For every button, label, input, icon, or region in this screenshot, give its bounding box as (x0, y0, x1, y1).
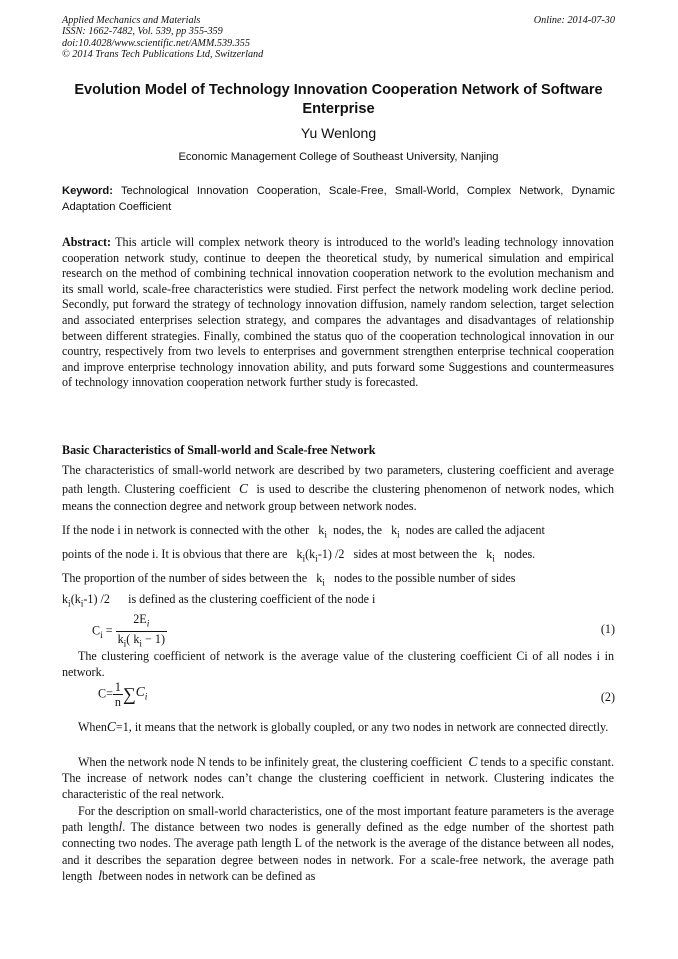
paper-title: Evolution Model of Technology Innovation Cooperation Network of Software Enterprise (74, 82, 603, 117)
equation-2-number: (2) (600, 690, 615, 704)
affiliation: Economic Management College of Southeast University, Nanjing (178, 151, 499, 163)
online-date: Online: 2014-07-30 (533, 15, 615, 26)
abstract-label: Abstract: (62, 235, 112, 249)
equation-2: C= $\frac{1}{n}$ $\sum C_i$ (98, 680, 148, 709)
eq2-fraction: $\frac{1}{n}$ (114, 680, 121, 709)
abstract-text: This article will complex network theory is introduced to the world's leading technology innovation cooperation network study, continue to deepen the theoretical study, by numerical simulation and empirical research on the method of combining technical innovation cooperation network to the evolution mechanism and its small world, scale-free characteristics were studied. First perfect the network modeling work decline period. Secondly, put forward the strategy of technology innovation diffusion, namely random selection, target selection and associated enterprises selection strategy, and compares the advantages and disadvantages of relationship between different strategies. Finally, combined the status quo of the cooperation technological innovation in our country, respectively from two levels to enterprises and government strengthen enterprise technical cooperation and improve enterprise technology innovation ability, and puts forward some Suggestions and countermeasures of technology innovation cooperation network further study is forecasted. (62, 235, 614, 390)
keywords (62, 184, 615, 215)
section-heading: Basic Characteristics of Small-world and Scale-free Network (62, 443, 376, 457)
line-max-sides: points of the node i. It is obvious that there are $k_i(k_i-1)$ /2 sides at most between the $k_i$ nodes. (62, 547, 536, 565)
copyright: © 2014 Trans Tech Publications Ltd, Switzerland (62, 48, 264, 60)
math-C: C (239, 480, 249, 496)
line-proportion: The proportion of the number of sides between the $k_i$ nodes to the possible number of sides (62, 571, 516, 589)
paragraph-3: WhenC=1, it means that the network is globally coupled, or any two nodes in network are connected directly. (78, 719, 609, 734)
line-definition: $k_i(k_i-1)$ /2 is defined as the clustering coefficient of the node i (62, 592, 376, 610)
author: Yu Wenlong (300, 125, 377, 141)
abstract (62, 235, 614, 391)
math-ki-expr: $k_i(k_i-1)$ /2 (296, 547, 345, 565)
journal-name: Applied Mechanics and Materials (62, 15, 201, 26)
equation-1-number: (1) (600, 622, 615, 636)
paragraph-2: The clustering coefficient of network is the average value of the clustering coefficient Ci of all nodes i in network. (62, 649, 614, 679)
equation-1: $C_i$ = $\frac{2E_i}{k_i( k_i - 1)}$ (92, 612, 165, 650)
keywords-label: Keyword: (62, 185, 113, 197)
paragraph-1: The characteristics of small-world network are described by two parameters, clustering coefficient and average path length. Clustering coefficient C is used to describe the clustering phenomenon of network nodes, which means the connection degree and network group between network nodes. (62, 463, 615, 513)
keywords-text: Technological Innovation Cooperation, Scale-Free, Small-World, Complex Network, Dynamic Adaptation Coefficient (62, 185, 615, 213)
eq1-fraction: $\frac{2E_i}{k_i( k_i - 1)}$ (117, 612, 165, 650)
line-adjacent-nodes: If the node i in network is connected with the other $k_i$ nodes, the $k_i$ nodes are called the adjacent (62, 523, 545, 541)
doi[interactable]: doi:10.4028/www.scientific.net/AMM.539.355 (62, 37, 250, 49)
issn: ISSN: 1662-7482, Vol. 539, pp 355-359 (62, 26, 223, 38)
journal-header (62, 15, 263, 60)
paragraph-4: When the network node N tends to be infinitely great, the clustering coefficient C tends to a specific constant. The increase of network nodes can’t change the clustering coefficient in network. Clustering indicates the characteristic of the real network. (62, 754, 615, 801)
paragraph-5: For the description on small-world characteristics, one of the most important feature parameters is the average path lengthl. The distance between two nodes is generally defined as the edge number of the shortest path connecting two nodes. The average path length L of the network is the average of the distance between all nodes, and it describes the separation degree between nodes in network. For a scale-free network, the average path length lbetween nodes in network can be defined as (62, 804, 614, 883)
